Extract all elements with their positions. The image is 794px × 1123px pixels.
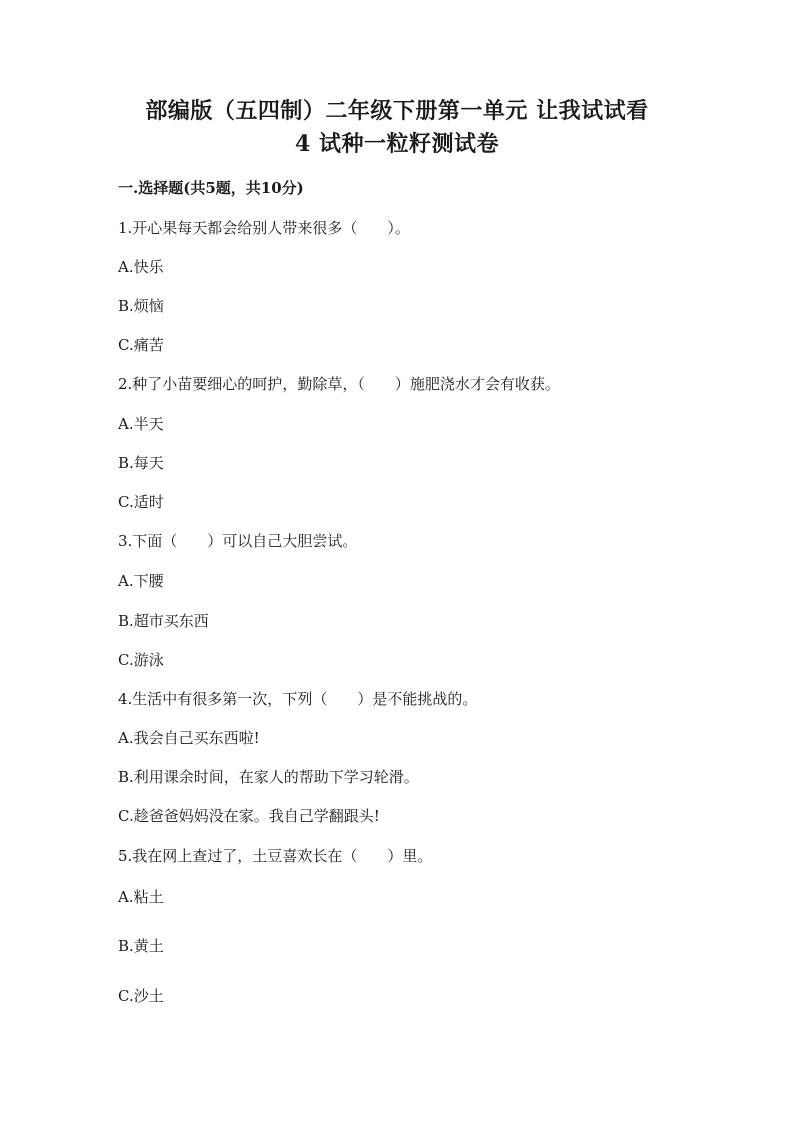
question-2-stem: 2.种了小苗要细心的呵护，勤除草，（ ）施肥浇水才会有收获。	[118, 375, 560, 393]
exam-title-line2: 4 试种一粒籽测试卷	[295, 131, 499, 157]
question-2-option-a: A.半天	[118, 415, 164, 433]
question-4-option-c: C.趁爸爸妈妈没在家。我自己学翻跟头!	[118, 807, 380, 825]
question-3-stem: 3.下面（ ）可以自己大胆尝试。	[118, 532, 358, 550]
question-1-stem: 1.开心果每天都会给别人带来很多（ ）。	[118, 219, 410, 237]
question-4-option-a: A.我会自己买东西啦!	[118, 729, 260, 747]
question-1-option-b: B.烦恼	[118, 297, 164, 315]
question-1-option-c: C.痛苦	[118, 336, 164, 354]
question-5-option-b: B.黄土	[118, 937, 164, 955]
question-5-option-a: A.粘土	[118, 888, 164, 906]
question-3-option-b: B.超市买东西	[118, 612, 209, 630]
question-5-stem: 5.我在网上查过了，土豆喜欢长在（ ）里。	[118, 847, 433, 865]
question-5-option-c: C.沙土	[118, 987, 164, 1005]
question-3-option-c: C.游泳	[118, 651, 164, 669]
question-1-option-a: A.快乐	[118, 258, 164, 276]
question-3-option-a: A.下腰	[118, 572, 164, 590]
exam-title-line1: 部编版（五四制）二年级下册第一单元 让我试试看	[145, 98, 649, 124]
question-4-option-b: B.利用课余时间，在家人的帮助下学习轮滑。	[118, 768, 419, 786]
question-2-option-c: C.适时	[118, 493, 164, 511]
section-heading: 一.选择题(共5题，共10分)	[118, 179, 304, 197]
question-2-option-b: B.每天	[118, 454, 164, 472]
question-4-stem: 4.生活中有很多第一次，下列（ ）是不能挑战的。	[118, 690, 478, 708]
